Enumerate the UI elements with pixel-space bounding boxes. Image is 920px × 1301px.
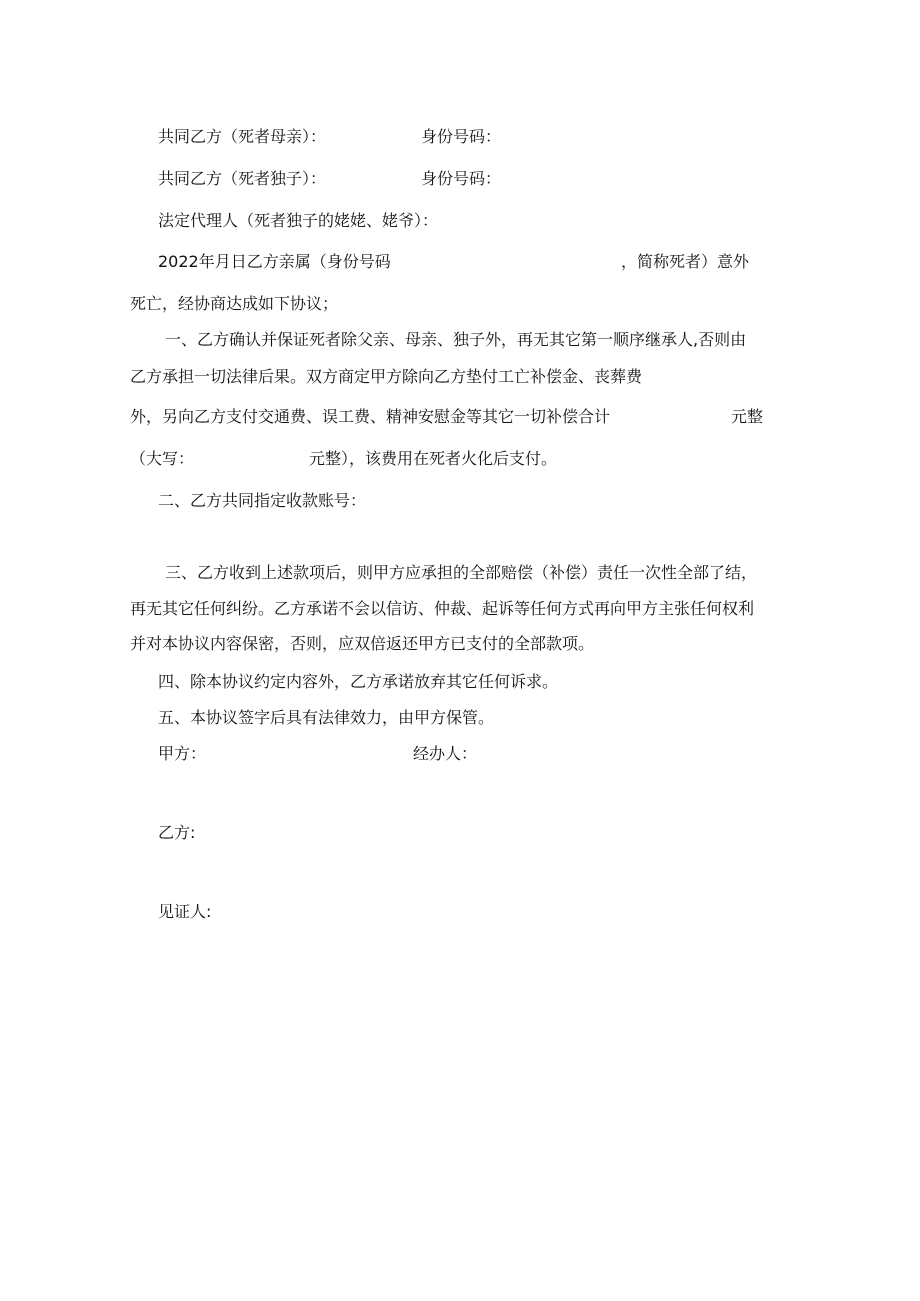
party-b-signature-label: 乙方: [158,823,196,842]
clause-3-line-2: 再无其它任何纠纷。乙方承诺不会以信访、仲裁、起诉等任何方式再向甲方主张任何权利 [130,599,755,618]
mother-id-label: 身份号码： [421,127,502,146]
preamble-line-1a: 2022年月日乙方亲属（身份号码 [158,252,391,271]
clause-2: 二、乙方共同指定收款账号： [158,491,367,510]
clause-3-line-3: 并对本协议内容保密，否则，应双倍返还甲方已支付的全部款项。 [130,634,595,653]
clause-1-line-4b: 元整），该费用在死者火化后支付。 [309,449,558,468]
legal-guardian-label: 法定代理人（死者独子的姥姥、姥爷）： [158,211,439,230]
clause-1-line-1: 一、乙方确认并保证死者除父亲、母亲、独子外，再无其它第一顺序继承人,否则由 [165,330,747,349]
clause-1-line-4a: （大写： [130,449,195,468]
clause-1-line-2: 乙方承担一切法律后果。双方商定甲方除向乙方垫付工亡补偿金、丧葬费 [130,367,643,386]
clause-4: 四、除本协议约定内容外，乙方承诺放弃其它任何诉求。 [158,672,559,691]
preamble-line-1b: ，简称死者）意外 [621,252,750,271]
mother-party-label: 共同乙方（死者母亲）： [158,127,327,146]
party-a-signature-label: 甲方： [158,744,207,763]
son-party-label: 共同乙方（死者独子）： [158,169,327,188]
clause-3-line-1: 三、乙方收到上述款项后，则甲方应承担的全部赔偿（补偿）责任一次性全部了结， [165,563,758,582]
son-id-label: 身份号码： [421,169,502,188]
clause-5: 五、本协议签字后具有法律效力，由甲方保管。 [158,708,495,727]
witness-signature-label: 见证人: [158,902,212,921]
clause-1-line-3a: 外，另向乙方支付交通费、误工费、精神安慰金等其它一切补偿合计 [130,407,611,426]
handler-signature-label: 经办人： [413,744,478,763]
clause-1-amount-unit: 元整 [731,407,764,426]
preamble-line-2: 死亡，经协商达成如下协议； [130,294,339,313]
